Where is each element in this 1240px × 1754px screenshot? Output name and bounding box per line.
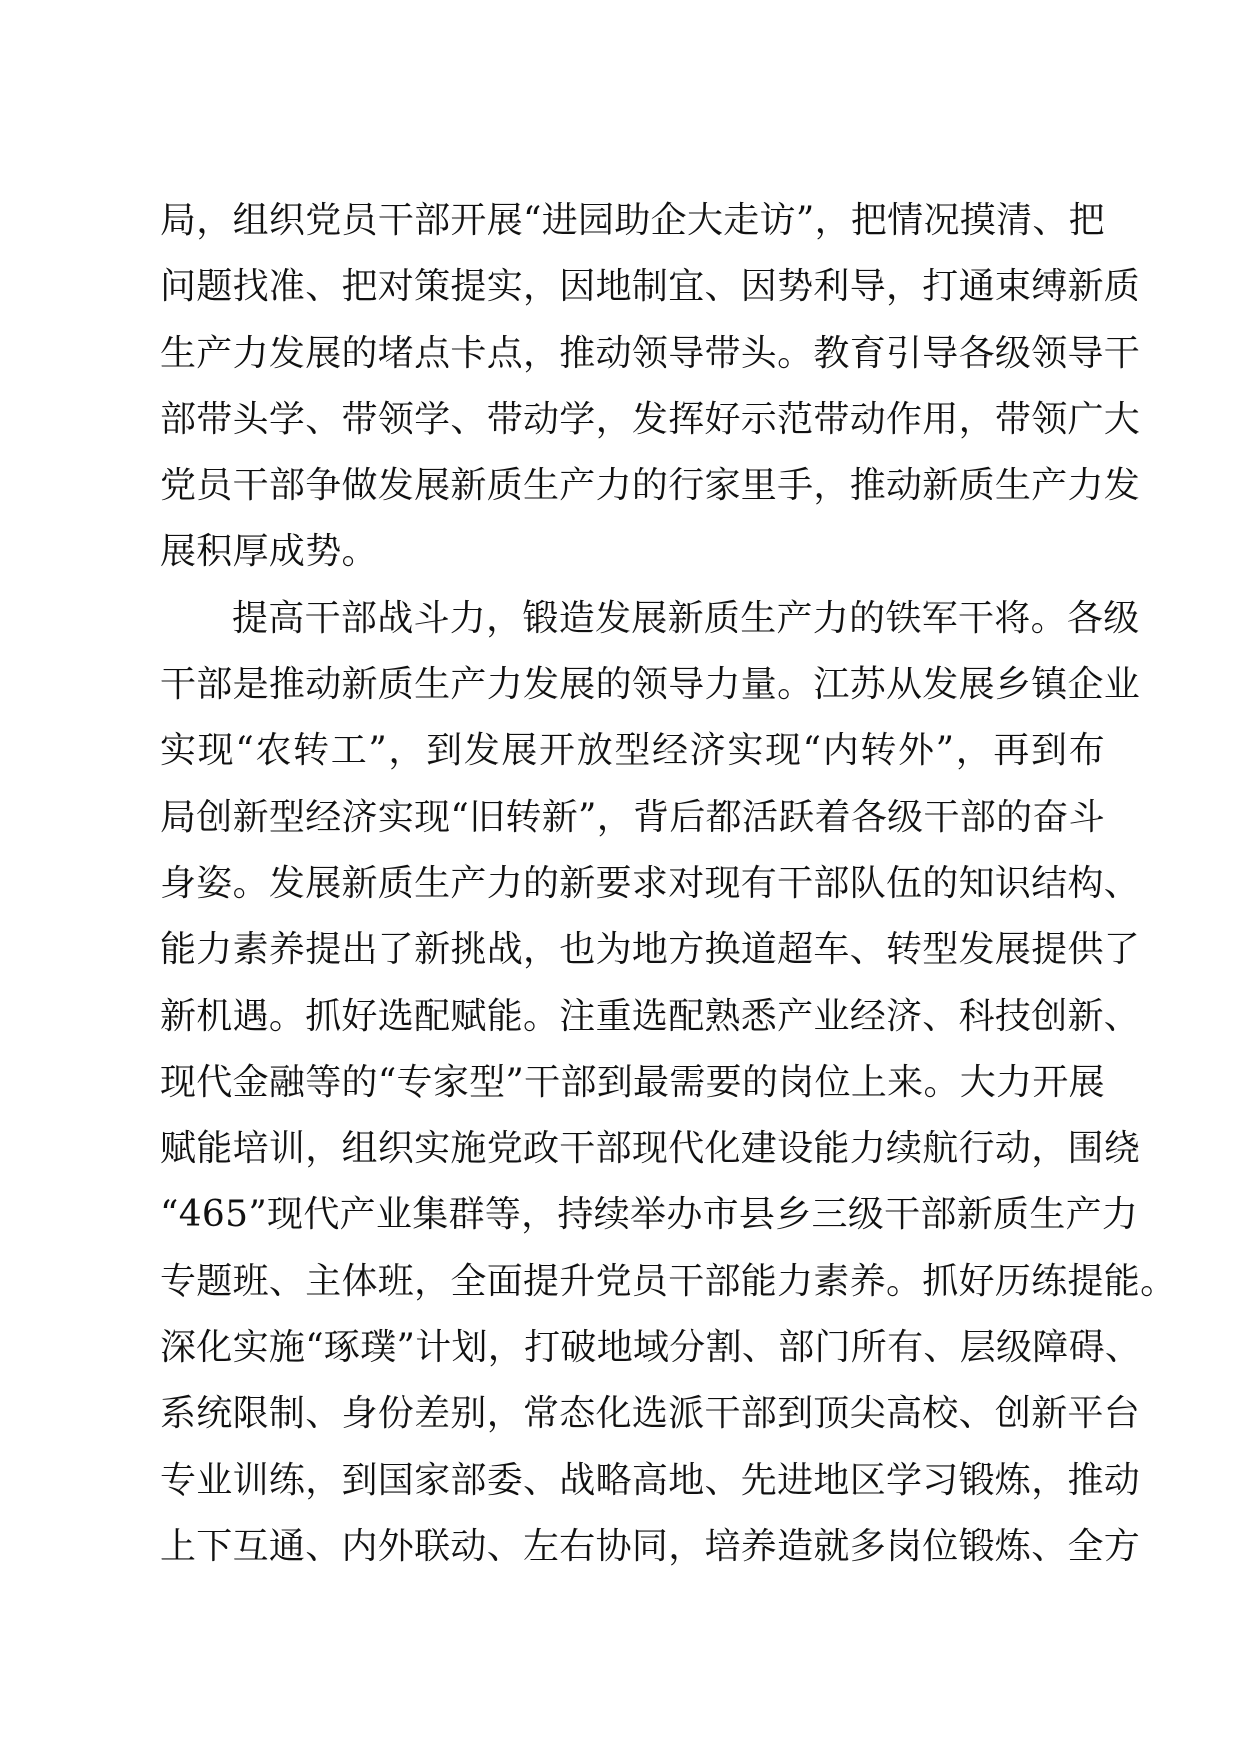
text-line: 上下互通、内外联动、左右协同，培养造就多岗位锻炼、全方	[160, 1525, 1141, 1567]
text-line: 系统限制、身份差别，常态化选派干部到顶尖高校、创新平台	[160, 1393, 1141, 1435]
text-line: 生产力发展的堵点卡点，推动领导带头。教育引导各级领导干	[160, 332, 1141, 374]
text-line: 身姿。发展新质生产力的新要求对现有干部队伍的知识结构、	[160, 862, 1141, 904]
text-line: 局，组织党员干部开展“进园助企大走访”，把情况摸清、把	[160, 200, 1105, 241]
text-line: “465”现代产业集群等，持续举办市县乡三级干部新质生产力	[160, 1194, 1139, 1236]
text-line: 局创新型经济实现“旧转新”，背后都活跃着各级干部的奋斗	[160, 796, 1105, 838]
text-line: 实现“农转工”，到发展开放型经济实现“内转外”，再到布	[160, 730, 1105, 772]
text-line: 现代金融等的“专家型”干部到最需要的岗位上来。大力开展	[160, 1061, 1105, 1103]
text-line: 赋能培训，组织实施党政干部现代化建设能力续航行动，围绕	[160, 1128, 1141, 1170]
text-line: 党员干部争做发展新质生产力的行家里手，推动新质生产力发	[160, 465, 1141, 507]
text-line: 干部是推动新质生产力发展的领导力量。江苏从发展乡镇企业	[160, 664, 1141, 706]
body-text	[160, 188, 1177, 1580]
paragraph-first-line: 提高干部战斗力，锻造发展新质生产力的铁军干将。各级	[232, 597, 1140, 639]
text-line: 部带头学、带领学、带动学，发挥好示范带动作用，带领广大	[160, 398, 1141, 440]
text-line: 专题班、主体班，全面提升党员干部能力素养。抓好历练提能。	[160, 1260, 1177, 1302]
text-line: 问题找准、把对策提实，因地制宜、因势利导，打通束缚新质	[160, 266, 1141, 308]
text-line: 新机遇。抓好选配赋能。注重选配熟悉产业经济、科技创新、	[160, 995, 1141, 1037]
text-line: 专业训练，到国家部委、战略高地、先进地区学习锻炼，推动	[160, 1459, 1141, 1501]
text-line: 展积厚成势。	[160, 531, 378, 573]
text-line: 深化实施“琢璞”计划，打破地域分割、部门所有、层级障碍、	[160, 1327, 1142, 1369]
text-line: 能力素养提出了新挑战，也为地方换道超车、转型发展提供了	[160, 929, 1141, 971]
